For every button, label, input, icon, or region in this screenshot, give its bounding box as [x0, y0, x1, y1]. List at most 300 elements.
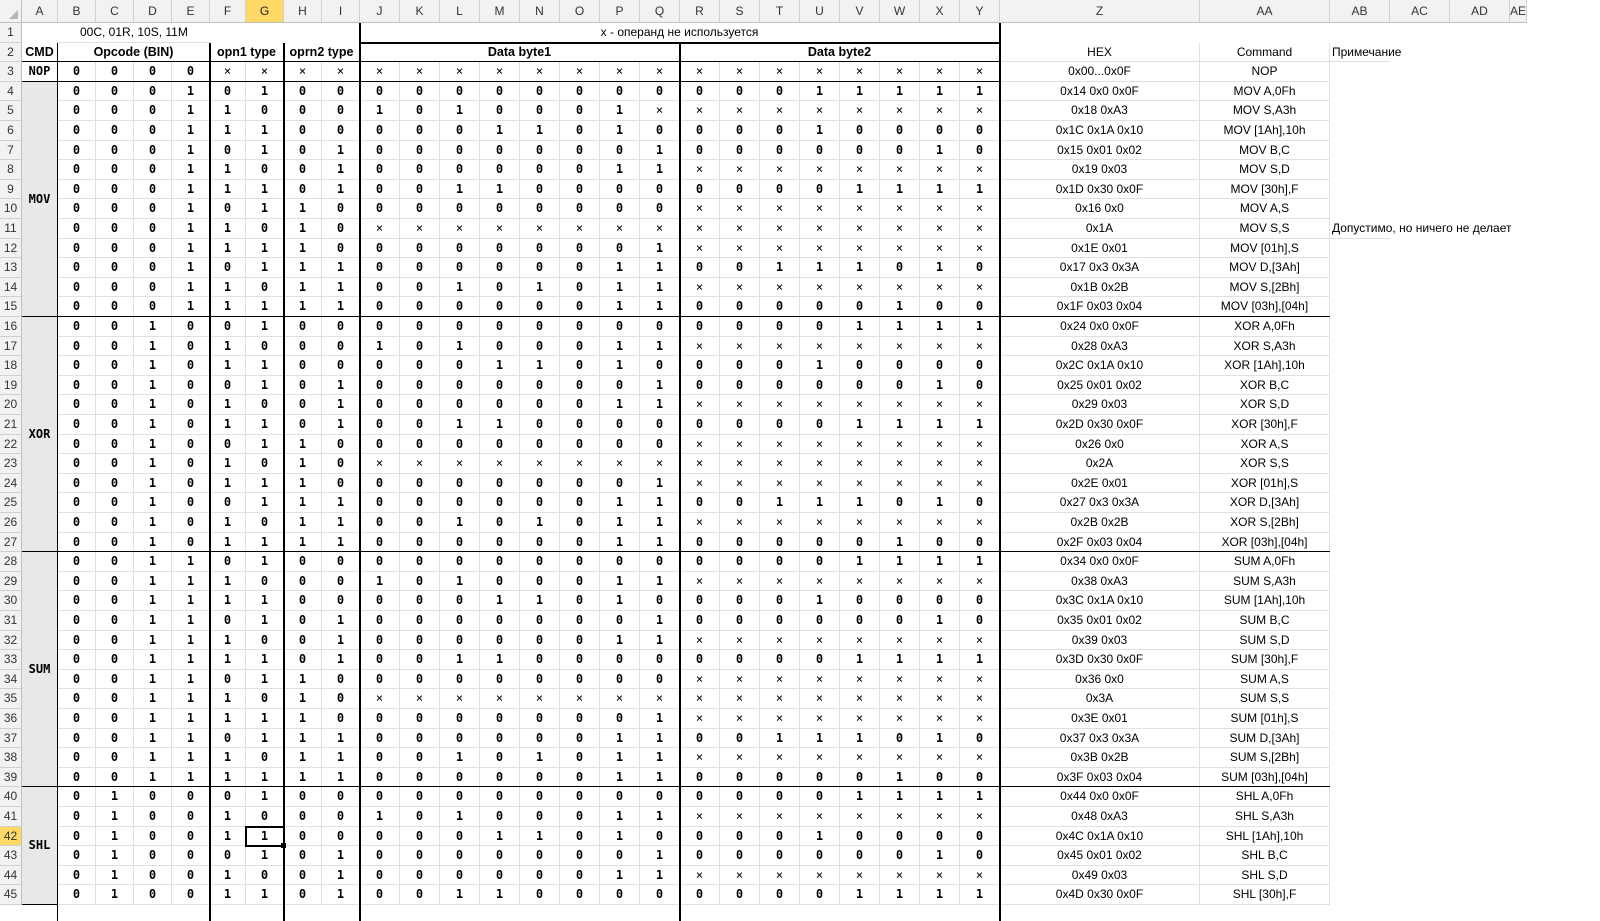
hex-cell-8[interactable]: 0x19 0x03: [1000, 160, 1200, 180]
bit-cell[interactable]: 1: [246, 141, 284, 161]
bit-cell[interactable]: 0: [520, 376, 560, 396]
group-label-sum[interactable]: SUM: [22, 552, 58, 787]
bit-cell[interactable]: 0: [400, 376, 440, 396]
bit-cell[interactable]: 0: [720, 376, 760, 396]
bit-cell[interactable]: ×: [920, 474, 960, 494]
bit-cell[interactable]: ×: [840, 101, 880, 121]
bit-cell[interactable]: 0: [58, 219, 96, 239]
bit-cell[interactable]: ×: [360, 689, 400, 709]
bit-cell[interactable]: 0: [920, 356, 960, 376]
column-header-H[interactable]: H: [284, 0, 322, 23]
command-cell-3[interactable]: NOP: [1200, 62, 1330, 82]
bit-cell[interactable]: ×: [800, 709, 840, 729]
bit-cell[interactable]: 1: [600, 729, 640, 749]
bit-cell[interactable]: 0: [360, 356, 400, 376]
bit-cell[interactable]: 1: [960, 82, 1000, 102]
bit-cell[interactable]: 1: [172, 689, 210, 709]
bit-cell[interactable]: 0: [134, 141, 172, 161]
bit-cell[interactable]: 0: [560, 199, 600, 219]
bit-cell[interactable]: 1: [600, 356, 640, 376]
bit-cell[interactable]: 0: [96, 572, 134, 592]
bit-cell[interactable]: ×: [880, 160, 920, 180]
bit-cell[interactable]: 1: [134, 513, 172, 533]
unused-operand-note[interactable]: x - операнд не используется: [360, 23, 1000, 43]
bit-cell[interactable]: 1: [600, 493, 640, 513]
bit-cell[interactable]: ×: [760, 62, 800, 82]
bit-cell[interactable]: 0: [640, 415, 680, 435]
hex-cell-41[interactable]: 0x48 0xA3: [1000, 807, 1200, 827]
bit-cell[interactable]: 1: [640, 533, 680, 553]
bit-cell[interactable]: ×: [680, 572, 720, 592]
bit-cell[interactable]: 0: [58, 395, 96, 415]
bit-cell[interactable]: 1: [246, 239, 284, 259]
bit-cell[interactable]: 0: [680, 82, 720, 102]
bit-cell[interactable]: 1: [800, 493, 840, 513]
bit-cell[interactable]: 1: [246, 317, 284, 337]
command-cell-21[interactable]: XOR [30h],F: [1200, 415, 1330, 435]
bit-cell[interactable]: ×: [680, 337, 720, 357]
bit-cell[interactable]: 0: [400, 533, 440, 553]
bit-cell[interactable]: 0: [480, 297, 520, 317]
bit-cell[interactable]: 1: [960, 180, 1000, 200]
bit-cell[interactable]: ×: [800, 435, 840, 455]
bit-cell[interactable]: 0: [480, 474, 520, 494]
bit-cell[interactable]: 1: [172, 160, 210, 180]
bit-cell[interactable]: 0: [322, 435, 360, 455]
bit-cell[interactable]: 0: [400, 885, 440, 905]
bit-cell[interactable]: 0: [480, 493, 520, 513]
bit-cell[interactable]: 0: [480, 317, 520, 337]
bit-cell[interactable]: 0: [520, 552, 560, 572]
bit-cell[interactable]: ×: [880, 199, 920, 219]
bit-cell[interactable]: 0: [680, 591, 720, 611]
bit-cell[interactable]: 0: [58, 141, 96, 161]
bit-cell[interactable]: 0: [96, 160, 134, 180]
bit-cell[interactable]: 1: [172, 670, 210, 690]
bit-cell[interactable]: 1: [600, 258, 640, 278]
bit-cell[interactable]: ×: [480, 454, 520, 474]
bit-cell[interactable]: ×: [960, 474, 1000, 494]
bit-cell[interactable]: 1: [284, 729, 322, 749]
bit-cell[interactable]: 0: [284, 650, 322, 670]
bit-cell[interactable]: 0: [360, 278, 400, 298]
bit-cell[interactable]: 0: [360, 768, 400, 788]
bit-cell[interactable]: 0: [880, 611, 920, 631]
bit-cell[interactable]: 0: [640, 82, 680, 102]
bit-cell[interactable]: ×: [760, 631, 800, 651]
bit-cell[interactable]: 0: [680, 180, 720, 200]
bit-cell[interactable]: 0: [560, 650, 600, 670]
row-header-31[interactable]: 31: [0, 611, 22, 631]
bit-cell[interactable]: 0: [134, 807, 172, 827]
bit-cell[interactable]: 0: [360, 395, 400, 415]
bit-cell[interactable]: 0: [760, 376, 800, 396]
bit-cell[interactable]: ×: [880, 866, 920, 886]
hex-cell-33[interactable]: 0x3D 0x30 0x0F: [1000, 650, 1200, 670]
bit-cell[interactable]: 0: [560, 180, 600, 200]
bit-cell[interactable]: ×: [880, 572, 920, 592]
hex-cell-13[interactable]: 0x17 0x3 0x3A: [1000, 258, 1200, 278]
bit-cell[interactable]: 1: [440, 885, 480, 905]
bit-cell[interactable]: 1: [880, 552, 920, 572]
bit-cell[interactable]: ×: [960, 866, 1000, 886]
bit-cell[interactable]: 1: [840, 787, 880, 807]
command-cell-37[interactable]: SUM D,[3Ah]: [1200, 729, 1330, 749]
command-cell-26[interactable]: XOR S,[2Bh]: [1200, 513, 1330, 533]
bit-cell[interactable]: 0: [960, 729, 1000, 749]
bit-cell[interactable]: 0: [560, 572, 600, 592]
row-header-8[interactable]: 8: [0, 160, 22, 180]
column-header-AB[interactable]: AB: [1330, 0, 1390, 23]
bit-cell[interactable]: 0: [360, 435, 400, 455]
bit-cell[interactable]: 0: [134, 121, 172, 141]
bit-cell[interactable]: 1: [210, 709, 246, 729]
command-cell-12[interactable]: MOV [01h],S: [1200, 239, 1330, 259]
bit-cell[interactable]: 0: [680, 552, 720, 572]
bit-cell[interactable]: 1: [284, 219, 322, 239]
bit-cell[interactable]: ×: [840, 513, 880, 533]
bit-cell[interactable]: 0: [960, 768, 1000, 788]
bit-cell[interactable]: 0: [640, 787, 680, 807]
bit-cell[interactable]: 1: [284, 670, 322, 690]
bit-cell[interactable]: 0: [520, 317, 560, 337]
bit-cell[interactable]: 1: [840, 885, 880, 905]
oprn2-type-header[interactable]: oprn2 type: [284, 43, 360, 63]
bit-cell[interactable]: 0: [96, 278, 134, 298]
bit-cell[interactable]: 0: [400, 670, 440, 690]
bit-cell[interactable]: 1: [246, 121, 284, 141]
bit-cell[interactable]: 0: [284, 572, 322, 592]
bit-cell[interactable]: 0: [58, 670, 96, 690]
bit-cell[interactable]: 0: [58, 689, 96, 709]
bit-cell[interactable]: 1: [172, 650, 210, 670]
bit-cell[interactable]: 0: [172, 533, 210, 553]
bit-cell[interactable]: ×: [760, 219, 800, 239]
bit-cell[interactable]: 0: [520, 650, 560, 670]
bit-cell[interactable]: 1: [600, 337, 640, 357]
bit-cell[interactable]: 0: [96, 356, 134, 376]
bit-cell[interactable]: 0: [134, 297, 172, 317]
bit-cell[interactable]: 0: [322, 591, 360, 611]
row-header-18[interactable]: 18: [0, 356, 22, 376]
bit-cell[interactable]: 1: [172, 631, 210, 651]
bit-cell[interactable]: 0: [480, 337, 520, 357]
bit-cell[interactable]: 1: [640, 748, 680, 768]
bit-cell[interactable]: 0: [172, 317, 210, 337]
bit-cell[interactable]: 0: [400, 121, 440, 141]
bit-cell[interactable]: 1: [440, 180, 480, 200]
bit-cell[interactable]: 0: [400, 199, 440, 219]
bit-cell[interactable]: 0: [440, 356, 480, 376]
bit-cell[interactable]: ×: [720, 454, 760, 474]
row-header-29[interactable]: 29: [0, 572, 22, 592]
bit-cell[interactable]: 1: [440, 807, 480, 827]
bit-cell[interactable]: 0: [284, 415, 322, 435]
bit-cell[interactable]: ×: [720, 239, 760, 259]
bit-cell[interactable]: 0: [246, 160, 284, 180]
bit-cell[interactable]: 1: [172, 552, 210, 572]
bit-cell[interactable]: 0: [400, 572, 440, 592]
bit-cell[interactable]: ×: [680, 454, 720, 474]
bit-cell[interactable]: 1: [284, 513, 322, 533]
bit-cell[interactable]: 0: [600, 709, 640, 729]
bit-cell[interactable]: 0: [560, 631, 600, 651]
row-header-6[interactable]: 6: [0, 121, 22, 141]
bit-cell[interactable]: 0: [58, 435, 96, 455]
bit-cell[interactable]: 0: [58, 768, 96, 788]
group-label-shl[interactable]: SHL: [22, 787, 58, 905]
bit-cell[interactable]: ×: [760, 670, 800, 690]
bit-cell[interactable]: ×: [800, 239, 840, 259]
bit-cell[interactable]: 1: [246, 885, 284, 905]
bit-cell[interactable]: ×: [720, 337, 760, 357]
bit-cell[interactable]: 1: [600, 572, 640, 592]
bit-cell[interactable]: 1: [920, 376, 960, 396]
bit-cell[interactable]: 0: [96, 415, 134, 435]
opn1-type-header[interactable]: opn1 type: [210, 43, 284, 63]
bit-cell[interactable]: 0: [880, 729, 920, 749]
bit-cell[interactable]: 0: [360, 827, 400, 847]
bit-cell[interactable]: ×: [840, 572, 880, 592]
bit-cell[interactable]: 1: [600, 395, 640, 415]
bit-cell[interactable]: 0: [58, 885, 96, 905]
bit-cell[interactable]: 0: [880, 258, 920, 278]
bit-cell[interactable]: 1: [246, 474, 284, 494]
bit-cell[interactable]: 0: [96, 297, 134, 317]
bit-cell[interactable]: ×: [960, 395, 1000, 415]
bit-cell[interactable]: 0: [284, 356, 322, 376]
bit-cell[interactable]: ×: [760, 572, 800, 592]
row-header-33[interactable]: 33: [0, 650, 22, 670]
bit-cell[interactable]: 0: [440, 866, 480, 886]
bit-cell[interactable]: 1: [172, 141, 210, 161]
bit-cell[interactable]: 0: [360, 846, 400, 866]
bit-cell[interactable]: ×: [800, 219, 840, 239]
bit-cell[interactable]: ×: [880, 513, 920, 533]
bit-cell[interactable]: 1: [920, 611, 960, 631]
bit-cell[interactable]: 0: [134, 239, 172, 259]
bit-cell[interactable]: ×: [360, 454, 400, 474]
bit-cell[interactable]: ×: [840, 670, 880, 690]
bit-cell[interactable]: ×: [720, 748, 760, 768]
bit-cell[interactable]: 1: [246, 650, 284, 670]
bit-cell[interactable]: 1: [322, 846, 360, 866]
bit-cell[interactable]: 0: [880, 493, 920, 513]
bit-cell[interactable]: 0: [560, 376, 600, 396]
column-header-I[interactable]: I: [322, 0, 360, 23]
row-header-27[interactable]: 27: [0, 533, 22, 553]
bit-cell[interactable]: 0: [96, 376, 134, 396]
hex-cell-45[interactable]: 0x4D 0x30 0x0F: [1000, 885, 1200, 905]
bit-cell[interactable]: 0: [284, 807, 322, 827]
bit-cell[interactable]: ×: [920, 689, 960, 709]
bit-cell[interactable]: 1: [172, 199, 210, 219]
bit-cell[interactable]: 1: [246, 180, 284, 200]
bit-cell[interactable]: 0: [284, 101, 322, 121]
bit-cell[interactable]: 0: [520, 572, 560, 592]
bit-cell[interactable]: 0: [480, 807, 520, 827]
bit-cell[interactable]: 0: [58, 807, 96, 827]
command-cell-18[interactable]: XOR [1Ah],10h: [1200, 356, 1330, 376]
bit-cell[interactable]: ×: [680, 631, 720, 651]
bit-cell[interactable]: 1: [210, 395, 246, 415]
bit-cell[interactable]: 0: [246, 866, 284, 886]
bit-cell[interactable]: 1: [134, 689, 172, 709]
bit-cell[interactable]: 0: [58, 729, 96, 749]
bit-cell[interactable]: 0: [800, 552, 840, 572]
bit-cell[interactable]: ×: [680, 160, 720, 180]
bit-cell[interactable]: 0: [360, 415, 400, 435]
bit-cell[interactable]: ×: [440, 62, 480, 82]
command-cell-34[interactable]: SUM A,S: [1200, 670, 1330, 690]
bit-cell[interactable]: ×: [284, 62, 322, 82]
bit-cell[interactable]: 1: [172, 239, 210, 259]
bit-cell[interactable]: 0: [400, 297, 440, 317]
bit-cell[interactable]: 0: [960, 533, 1000, 553]
bit-cell[interactable]: ×: [680, 199, 720, 219]
bit-cell[interactable]: ×: [800, 670, 840, 690]
bit-cell[interactable]: ×: [960, 709, 1000, 729]
bit-cell[interactable]: 0: [172, 846, 210, 866]
bit-cell[interactable]: 0: [360, 885, 400, 905]
bit-cell[interactable]: 0: [560, 101, 600, 121]
bit-cell[interactable]: 0: [440, 552, 480, 572]
bit-cell[interactable]: 0: [360, 180, 400, 200]
bit-cell[interactable]: 1: [480, 180, 520, 200]
bit-cell[interactable]: 1: [880, 787, 920, 807]
bit-cell[interactable]: 0: [600, 650, 640, 670]
bit-cell[interactable]: 0: [58, 454, 96, 474]
bit-cell[interactable]: 0: [172, 376, 210, 396]
bit-cell[interactable]: 0: [246, 101, 284, 121]
bit-cell[interactable]: 1: [880, 297, 920, 317]
bit-cell[interactable]: 1: [800, 82, 840, 102]
bit-cell[interactable]: 0: [560, 885, 600, 905]
bit-cell[interactable]: 0: [760, 611, 800, 631]
bit-cell[interactable]: ×: [840, 337, 880, 357]
bit-cell[interactable]: 0: [210, 258, 246, 278]
bit-cell[interactable]: 0: [560, 552, 600, 572]
bit-cell[interactable]: 0: [172, 337, 210, 357]
column-header-B[interactable]: B: [58, 0, 96, 23]
row-header-30[interactable]: 30: [0, 591, 22, 611]
bit-cell[interactable]: 0: [246, 219, 284, 239]
bit-cell[interactable]: ×: [720, 278, 760, 298]
bit-cell[interactable]: 0: [58, 493, 96, 513]
bit-cell[interactable]: ×: [840, 454, 880, 474]
bit-cell[interactable]: 0: [920, 297, 960, 317]
bit-cell[interactable]: 1: [640, 160, 680, 180]
bit-cell[interactable]: ×: [480, 62, 520, 82]
bit-cell[interactable]: 0: [134, 278, 172, 298]
bit-cell[interactable]: 1: [920, 885, 960, 905]
column-header-Q[interactable]: Q: [640, 0, 680, 23]
bit-cell[interactable]: 1: [322, 258, 360, 278]
bit-cell[interactable]: ×: [920, 62, 960, 82]
bit-cell[interactable]: ×: [400, 454, 440, 474]
bit-cell[interactable]: ×: [720, 631, 760, 651]
bit-cell[interactable]: 0: [322, 827, 360, 847]
command-cell-27[interactable]: XOR [03h],[04h]: [1200, 533, 1330, 553]
hex-cell-39[interactable]: 0x3F 0x03 0x04: [1000, 768, 1200, 788]
bit-cell[interactable]: 0: [400, 866, 440, 886]
row-header-35[interactable]: 35: [0, 689, 22, 709]
bit-cell[interactable]: 1: [322, 141, 360, 161]
bit-cell[interactable]: 0: [520, 239, 560, 259]
bit-cell[interactable]: 0: [400, 787, 440, 807]
bit-cell[interactable]: ×: [920, 239, 960, 259]
row-header-28[interactable]: 28: [0, 552, 22, 572]
bit-cell[interactable]: 0: [520, 415, 560, 435]
bit-cell[interactable]: ×: [960, 337, 1000, 357]
bit-cell[interactable]: ×: [920, 513, 960, 533]
column-header-E[interactable]: E: [172, 0, 210, 23]
bit-cell[interactable]: 1: [284, 533, 322, 553]
bit-cell[interactable]: 0: [560, 493, 600, 513]
bit-cell[interactable]: ×: [880, 709, 920, 729]
bit-cell[interactable]: 1: [246, 82, 284, 102]
bit-cell[interactable]: 1: [640, 141, 680, 161]
bit-cell[interactable]: 1: [520, 121, 560, 141]
bit-cell[interactable]: 0: [58, 591, 96, 611]
bit-cell[interactable]: 0: [760, 141, 800, 161]
bit-cell[interactable]: 0: [246, 748, 284, 768]
bit-cell[interactable]: 0: [520, 435, 560, 455]
bit-cell[interactable]: ×: [760, 866, 800, 886]
bit-cell[interactable]: 0: [960, 493, 1000, 513]
bit-cell[interactable]: ×: [800, 395, 840, 415]
bit-cell[interactable]: 1: [640, 866, 680, 886]
bit-cell[interactable]: ×: [520, 689, 560, 709]
bit-cell[interactable]: ×: [880, 689, 920, 709]
bit-cell[interactable]: ×: [760, 337, 800, 357]
bit-cell[interactable]: 0: [560, 748, 600, 768]
bit-cell[interactable]: ×: [800, 62, 840, 82]
bit-cell[interactable]: 0: [210, 552, 246, 572]
bit-cell[interactable]: 1: [800, 729, 840, 749]
bit-cell[interactable]: 1: [600, 121, 640, 141]
bit-cell[interactable]: ×: [960, 219, 1000, 239]
bit-cell[interactable]: 0: [760, 827, 800, 847]
bit-cell[interactable]: 0: [58, 121, 96, 141]
bit-cell[interactable]: 0: [600, 787, 640, 807]
bit-cell[interactable]: 0: [210, 199, 246, 219]
bit-cell[interactable]: 0: [480, 239, 520, 259]
bit-cell[interactable]: 1: [246, 709, 284, 729]
bit-cell[interactable]: 1: [284, 435, 322, 455]
bit-cell[interactable]: 0: [440, 199, 480, 219]
bit-cell[interactable]: 0: [400, 356, 440, 376]
bit-cell[interactable]: 1: [520, 356, 560, 376]
bit-cell[interactable]: 0: [560, 82, 600, 102]
bit-cell[interactable]: 0: [284, 337, 322, 357]
bit-cell[interactable]: 0: [720, 258, 760, 278]
bit-cell[interactable]: 1: [172, 219, 210, 239]
bit-cell[interactable]: 1: [210, 631, 246, 651]
bit-cell[interactable]: 0: [600, 82, 640, 102]
bit-cell[interactable]: 1: [840, 650, 880, 670]
bit-cell[interactable]: 0: [322, 454, 360, 474]
bit-cell[interactable]: ×: [720, 709, 760, 729]
bit-cell[interactable]: ×: [920, 748, 960, 768]
bit-cell[interactable]: 0: [640, 435, 680, 455]
bit-cell[interactable]: 1: [480, 827, 520, 847]
bit-cell[interactable]: 0: [284, 376, 322, 396]
bit-cell[interactable]: 0: [560, 729, 600, 749]
bit-cell[interactable]: 0: [560, 415, 600, 435]
bit-cell[interactable]: 0: [560, 395, 600, 415]
bit-cell[interactable]: 1: [134, 454, 172, 474]
